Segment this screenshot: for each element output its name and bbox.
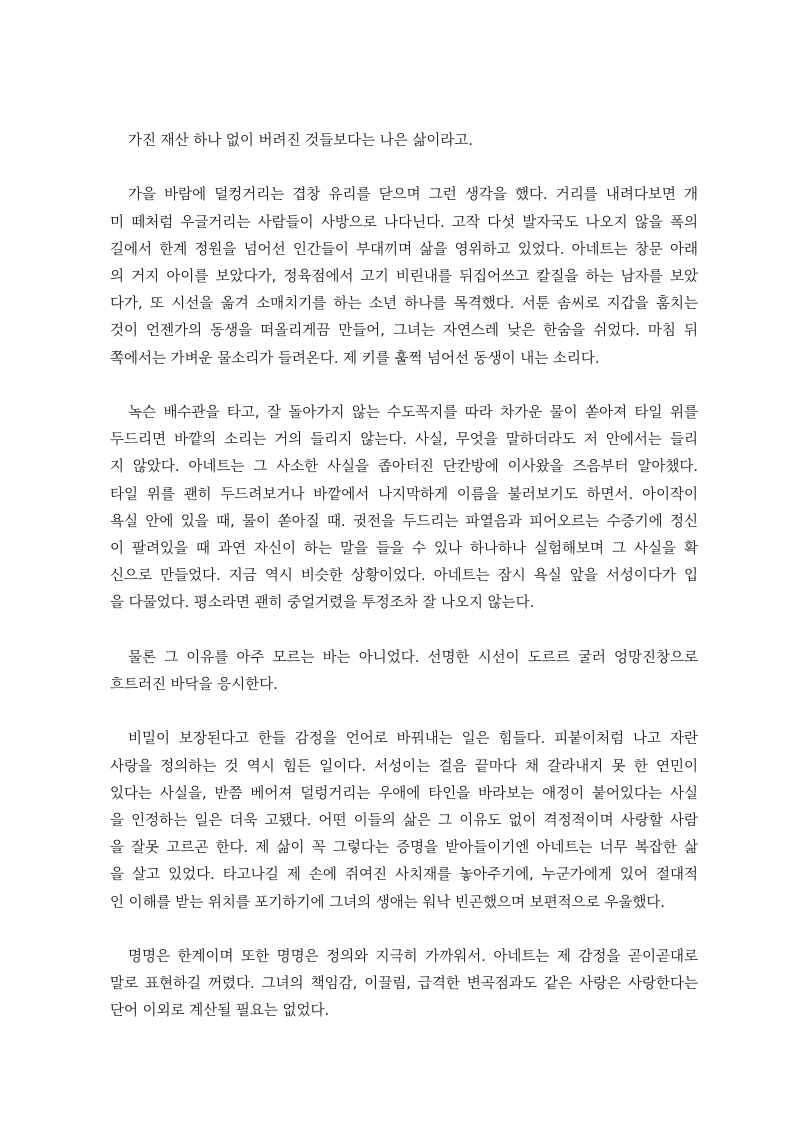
text-line: 비밀이 보장된다고 한들 감정을 언어로 바꿔내는 일은 힘들다. 피붙이처럼 나고 자란	[128, 731, 698, 748]
paragraph	[110, 128, 698, 155]
text-line: 타일 위를 괜히 두드려보거나 바깥에서 나지막하게 이름을 불러보기도 하면서. 아이작이	[110, 486, 698, 503]
text-line: 길에서 한계 정원을 넘어선 인간들이 부대끼며 삶을 영위하고 있었다. 아네트는 창문 아래	[110, 241, 698, 258]
text-line: 욕실 안에 있을 때, 물이 쏟아질 때. 귓전을 두드리는 파열음과 피어오르는 수증기에 정신	[110, 513, 698, 530]
text-line: 단어 이외로 계산될 필요는 없었다.	[110, 1003, 330, 1020]
text-line: 사랑을 정의하는 것 역시 힘든 일이다. 서성이는 걸음 끝마다 채 갈라내지 못 한 연민이	[110, 758, 698, 775]
paragraph	[110, 944, 698, 1026]
text-line: 물론 그 이유를 아주 모르는 바는 아니었다. 선명한 시선이 도르르 굴러 엉망진창으로	[128, 649, 698, 666]
text-line: 말로 표현하길 꺼렸다. 그녀의 책임감, 이끌림, 급격한 변곡점과도 같은 사랑은 사랑한다는	[110, 976, 698, 993]
text-line: 있다는 사실을, 반쯤 베어져 덜렁거리는 우애에 타인을 바라보는 애정이 붙어있다는 사실	[110, 785, 698, 802]
paragraph	[110, 182, 698, 372]
paragraph	[110, 400, 698, 618]
text-line: 을 다물었다. 평소라면 괜히 중얼거렸을 투정조차 잘 나오지 않는다.	[110, 595, 535, 612]
text-line: 의 거지 아이를 보았다가, 정육점에서 고기 비린내를 뒤집어쓰고 칼질을 하는 남자를 보았	[110, 269, 698, 285]
text-line: 쪽에서는 가벼운 물소리가 들려온다. 제 키를 훌쩍 넘어선 동생이 내는 소리다.	[110, 350, 600, 367]
text-line: 흐트러진 바닥을 응시한다.	[110, 677, 278, 694]
text-line: 을 인정하는 일은 더욱 고됐다. 어떤 이들의 삶은 그 이유도 없이 격정적이며 사랑할 사람	[110, 813, 698, 830]
text-line: 을 살고 있었다. 타고나길 제 손에 쥐여진 사치재를 놓아주기에, 누군가에게 있어 절대적	[110, 867, 698, 884]
text-line: 명명은 한계이며 또한 명명은 정의와 지극히 가까워서. 아네트는 제 감정을 곧이곧대로	[128, 949, 698, 966]
text-line: 을 잘못 고르곤 한다. 제 삶이 꼭 그렇다는 증명을 받아들이기엔 아네트는 너무 복잡한 삶	[110, 840, 698, 857]
text-line: 것이 언젠가의 동생을 떠올리게끔 만들어, 그녀는 자연스레 낮은 한숨을 쉬었다. 마침 뒤	[110, 323, 698, 340]
text-line: 두드리면 바깥의 소리는 거의 들리지 않는다. 사실, 무엇을 말하더라도 저 안에서는 들리	[110, 432, 698, 449]
body-text	[110, 128, 698, 1053]
text-line: 가을 바람에 덜컹거리는 겹창 유리를 닫으며 그런 생각을 했다. 거리를 내려다보면 개	[128, 187, 698, 204]
paragraph	[110, 645, 698, 699]
text-line: 다가, 또 시선을 옮겨 소매치기를 하는 소년 하나를 목격했다. 서툰 솜씨로 지갑을 훔치는	[110, 296, 698, 313]
text-line: 신으로 만들었다. 지금 역시 비슷한 상황이었다. 아네트는 잠시 욕실 앞을 서성이다가 입	[110, 568, 698, 585]
text-line: 미 떼처럼 우글거리는 사람들이 사방으로 나다닌다. 고작 다섯 발자국도 나오지 않을 폭의	[110, 214, 698, 231]
text-line: 인 이해를 받는 위치를 포기하기에 그녀의 생애는 워낙 빈곤했으며 보편적으로 우울했다.	[110, 894, 665, 911]
paragraph	[110, 726, 698, 916]
text-line: 이 팔려있을 때 과연 자신이 하는 말을 들을 수 있나 하나하나 실험해보며 그 사실을 확	[110, 541, 698, 558]
text-line: 녹슨 배수관을 타고, 잘 돌아가지 않는 수도꼭지를 따라 차가운 물이 쏟아져 타일 위를	[128, 405, 698, 421]
text-line: 가진 재산 하나 없이 버려진 것들보다는 나은 삶이라고.	[128, 133, 474, 149]
text-line: 지 않았다. 아네트는 그 사소한 사실을 좁아터진 단칸방에 이사왔을 즈음부터 알아챘다.	[110, 459, 698, 476]
